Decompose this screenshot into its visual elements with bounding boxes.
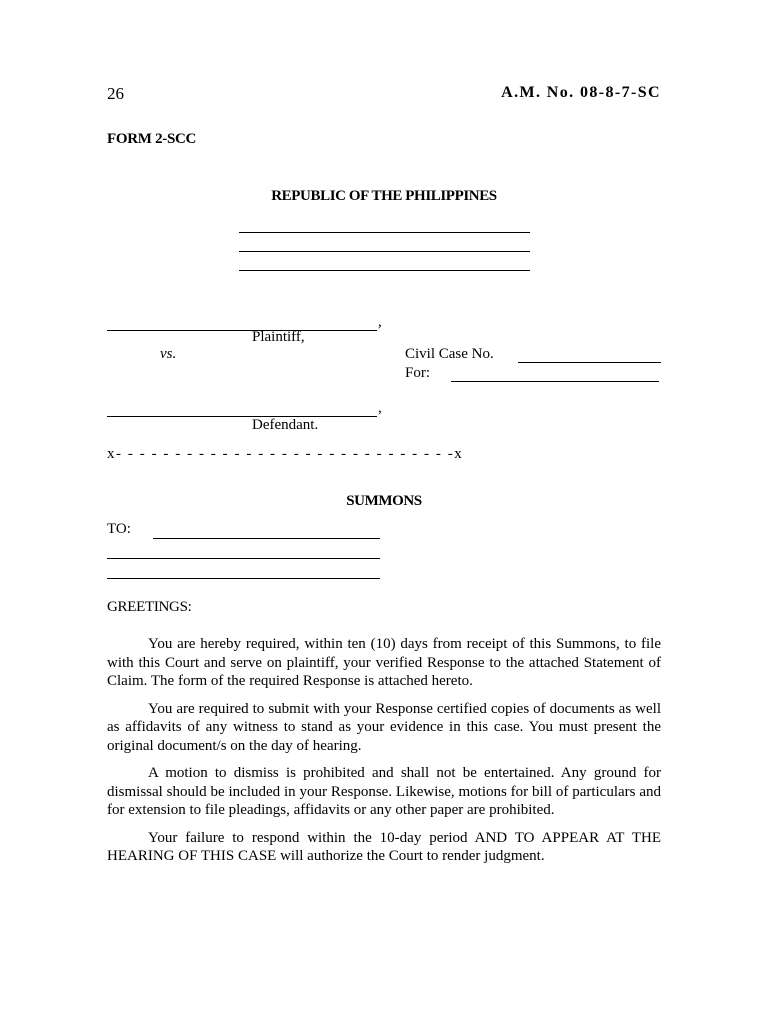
defendant-name-blank[interactable] [107,416,377,417]
civil-case-number-blank[interactable] [518,362,661,363]
court-name-blank-1[interactable] [239,232,530,233]
to-label: TO: [107,521,131,537]
summons-title: SUMMONS [346,493,422,509]
addressee-blank-3[interactable] [107,578,380,579]
court-name-blank-2[interactable] [239,251,530,252]
paragraph-motion-prohibited: A motion to dismiss is prohibited and shall not be entertained. Any ground for dismissal should be included in your Response. Likewise, motions for bill of particulars and for extension to file pleadings, affidavits or any other paper are prohibited. [107,765,661,818]
for-blank[interactable] [451,381,659,382]
court-name-blank-3[interactable] [239,270,530,271]
form-identifier: FORM 2-SCC [107,131,197,147]
for-label: For: [405,365,431,381]
plaintiff-label: Plaintiff, [252,329,305,345]
plaintiff-comma: , [378,314,382,330]
greetings: GREETINGS: [107,599,192,615]
plaintiff-name-blank[interactable] [107,330,377,331]
paragraph-response-deadline: You are hereby required, within ten (10) days from receipt of this Summons, to file with this Court and serve on plaintiff, your verified Response to the attached Statement of Claim. The form of the required Response is attached hereto. [107,636,661,689]
republic-heading: REPUBLIC OF THE PHILIPPINES [271,188,497,204]
page-number: 26 [107,84,124,103]
civil-case-label: Civil Case No. [405,346,494,362]
document-reference: A.M. No. 08-8-7-SC [501,84,661,101]
addressee-blank-1[interactable] [153,538,380,539]
addressee-blank-2[interactable] [107,558,380,559]
paragraph-failure-to-respond: Your failure to respond within the 10-day period AND TO APPEAR AT THE HEARING OF THIS CASE will authorize the Court to render judgment. [107,829,661,864]
paragraph-evidence: You are required to submit with your Response certified copies of documents as well as affidavits of any witness to stand as your evidence in this case. You must present the original document/s on the day of hearing. [107,700,661,754]
defendant-label: Defendant. [252,417,319,433]
versus-label: vs. [160,346,177,362]
caption-separator: x- - - - - - - - - - - - - - - - - - - - - - - - - - - - -x [107,446,464,462]
summons-body [107,635,661,875]
defendant-comma: , [378,400,382,416]
